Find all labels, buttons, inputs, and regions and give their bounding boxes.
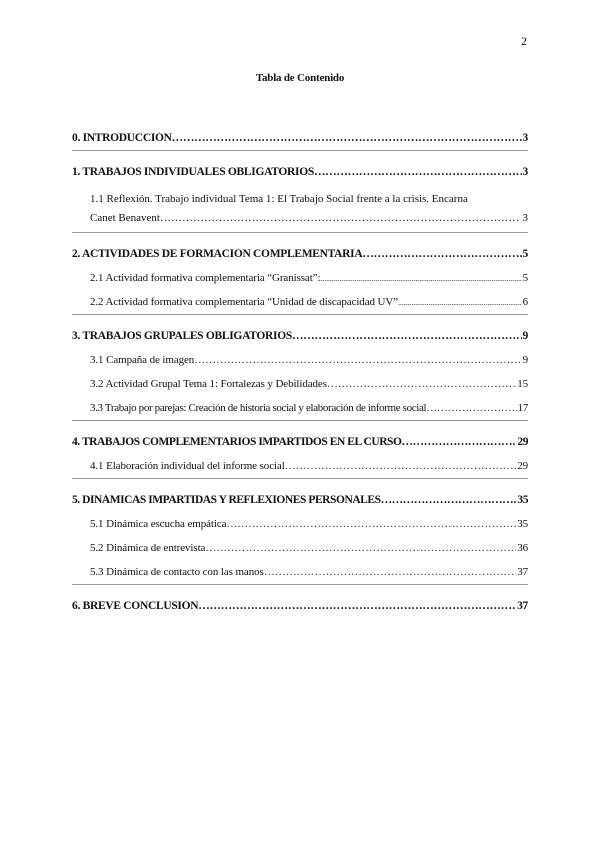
toc-leader-dots bbox=[172, 132, 522, 144]
toc-entry-dinamicas[interactable] bbox=[72, 494, 528, 506]
toc-leader-dots bbox=[381, 494, 517, 506]
toc-entry-page: 9 bbox=[522, 330, 528, 342]
toc-entry-page: 36 bbox=[517, 542, 528, 554]
toc-entry-introduccion[interactable] bbox=[72, 132, 528, 151]
table-of-contents bbox=[72, 132, 528, 618]
toc-leader-dots bbox=[226, 518, 516, 530]
toc-entry-escucha-empatica[interactable] bbox=[90, 518, 528, 530]
toc-entry-text: 3.1 Campaña de imagen bbox=[90, 354, 195, 366]
toc-entry-page: 35 bbox=[517, 518, 528, 530]
toc-leader-dots bbox=[314, 166, 522, 178]
toc-entry-page: 5 bbox=[522, 272, 528, 284]
toc-entry-text: 5.3 Dinámica de contacto con las manos bbox=[90, 566, 264, 578]
toc-entry-text: 4.1 Elaboración individual del informe social bbox=[90, 460, 285, 472]
toc-entry-trabajos-complementarios[interactable] bbox=[72, 436, 528, 448]
toc-entry-text: 3.2 Actividad Grupal Tema 1: Fortalezas y Debilidades bbox=[90, 378, 327, 390]
toc-entry-page: 17 bbox=[517, 402, 528, 414]
toc-entry-page: 3 bbox=[522, 132, 528, 144]
toc-entry-trabajos-individuales[interactable] bbox=[72, 166, 528, 178]
toc-entry-text-line1: 1.1 Reflexión. Trabajo individual Tema 1: El Trabajo Social frente a la crisis. Encarna bbox=[90, 193, 468, 205]
toc-entry-historia-social[interactable] bbox=[72, 402, 528, 421]
toc-entry-page: 6 bbox=[522, 296, 528, 308]
toc-entry-trabajos-grupales[interactable] bbox=[72, 330, 528, 342]
toc-leader-dots bbox=[362, 248, 521, 260]
toc-leader-dots bbox=[160, 209, 519, 228]
toc-entry-conclusion[interactable] bbox=[72, 600, 528, 618]
toc-entry-text: 2.1 Actividad formativa complementaria “Granissat”: bbox=[90, 272, 321, 284]
toc-entry-informe-social[interactable] bbox=[72, 460, 528, 479]
toc-entry-page: 37 bbox=[517, 566, 528, 578]
toc-entry-entrevista[interactable] bbox=[90, 542, 528, 554]
toc-leader-dots bbox=[426, 402, 516, 414]
toc-entry-fortalezas[interactable] bbox=[90, 378, 528, 390]
toc-entry-contacto-manos[interactable] bbox=[72, 566, 528, 585]
toc-entry-discapacidad[interactable] bbox=[72, 296, 528, 315]
toc-entry-page: 37 bbox=[517, 600, 528, 612]
toc-entry-page: 3 bbox=[522, 166, 528, 178]
toc-leader-dots bbox=[285, 460, 517, 472]
toc-leader-dots bbox=[205, 542, 516, 554]
toc-entry-text: 3.3 Trabajo por parejas: Creación de historia social y elaboración de informe social bbox=[90, 402, 427, 414]
toc-entry-actividades-formacion[interactable] bbox=[72, 248, 528, 260]
toc-entry-page: 29 bbox=[517, 460, 528, 472]
toc-entry-campana-imagen[interactable] bbox=[90, 354, 528, 366]
toc-entry-text: 5. DINÁMICAS IMPARTIDAS Y REFLEXIONES PERSONALES bbox=[72, 494, 381, 506]
toc-entry-page: 9 bbox=[522, 354, 528, 366]
toc-leader-dots bbox=[398, 296, 522, 308]
toc-entry-text: 5.2 Dinámica de entrevista bbox=[90, 542, 206, 554]
toc-entry-text: 6. BREVE CONCLUSIÓN bbox=[72, 600, 199, 612]
toc-entry-text: 2. ACTIVIDADES DE FORMACIÓN COMPLEMENTARIA bbox=[72, 248, 363, 260]
toc-entry-text: 2.2 Actividad formativa complementaria “Unidad de discapacidad UV” bbox=[90, 296, 399, 308]
toc-entry-text: 1. TRABAJOS INDIVIDUALES OBLIGATORIOS bbox=[72, 166, 314, 178]
toc-entry-page: 5 bbox=[522, 248, 528, 260]
toc-leader-dots bbox=[327, 378, 516, 390]
page-title: Tabla de Contenido bbox=[255, 72, 345, 84]
toc-entry-text: 3. TRABAJOS GRUPALES OBLIGATORIOS bbox=[72, 330, 292, 342]
toc-entry-page: 35 bbox=[517, 494, 528, 506]
toc-leader-dots bbox=[264, 566, 517, 578]
page-number: 2 bbox=[521, 34, 527, 48]
toc-entry-text-line2: Canet Benavent bbox=[90, 212, 160, 224]
toc-entry-page: 29 bbox=[517, 436, 528, 448]
toc-leader-dots bbox=[320, 272, 521, 284]
toc-entry-page: 15 bbox=[517, 378, 528, 390]
toc-leader-dots bbox=[402, 436, 517, 448]
toc-entry-granissat[interactable] bbox=[90, 272, 528, 284]
toc-leader-dots bbox=[292, 330, 522, 342]
toc-entry-page: 3 bbox=[522, 212, 528, 224]
toc-leader-dots bbox=[198, 600, 516, 612]
toc-entry-text: 0. INTRODUCCIÓN bbox=[72, 132, 172, 144]
toc-entry-reflexion[interactable] bbox=[72, 190, 528, 233]
toc-entry-text: 4. TRABAJOS COMPLEMENTARIOS IMPARTIDOS EN EL CURSO bbox=[72, 436, 402, 448]
toc-leader-dots bbox=[194, 354, 521, 366]
toc-entry-text: 5.1 Dinámica escucha empática bbox=[90, 518, 227, 530]
